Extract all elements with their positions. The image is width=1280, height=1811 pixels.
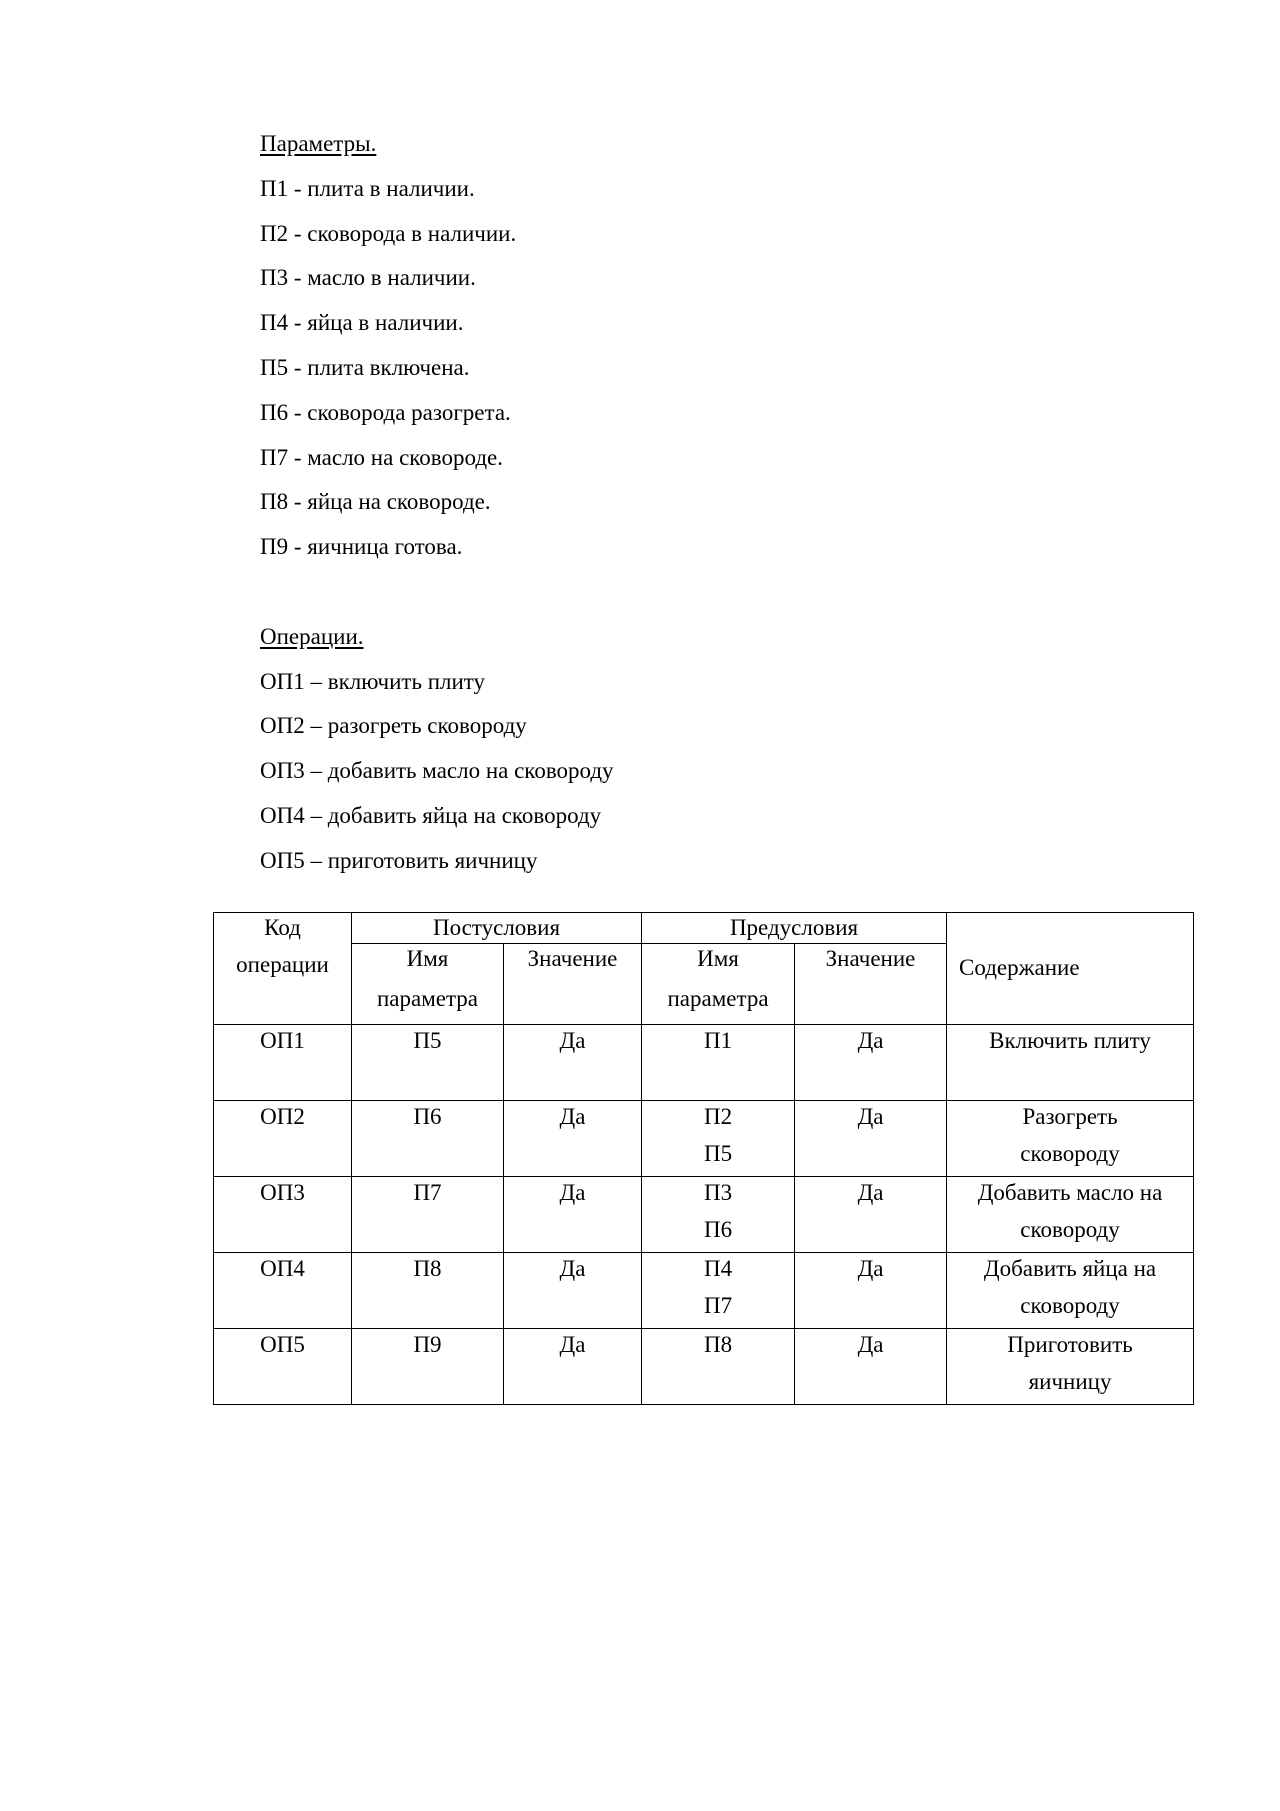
parameter-item: П2 - сковорода в наличии. — [260, 220, 517, 246]
pre-value: Да — [857, 1180, 884, 1205]
pre-params-cell — [642, 1177, 795, 1253]
content-cell — [947, 1253, 1194, 1329]
post-param: П6 — [413, 1104, 442, 1129]
pre-param: П6 — [703, 1217, 733, 1242]
pre-value: Да — [857, 1256, 884, 1281]
operation-item: ОП1 – включить плиту — [260, 668, 486, 694]
content-cell — [947, 1177, 1194, 1253]
pre-value-cell — [795, 1177, 947, 1253]
pre-params-cell — [642, 1101, 795, 1177]
parameter-item: П7 - масло на сковороде. — [260, 444, 503, 470]
pre-params-cell — [642, 1329, 795, 1405]
post-param: П5 — [413, 1028, 442, 1053]
post-value-cell — [504, 1101, 642, 1177]
pre-value-header — [795, 944, 947, 1025]
content-line: яичницу — [1028, 1369, 1112, 1394]
content-line: Добавить яйца на — [983, 1256, 1157, 1281]
pre-value-header-text: Значение — [825, 946, 916, 971]
operation-item: ОП4 – добавить яйца на сковороду — [260, 802, 602, 828]
operation-item: ОП5 – приготовить яичницу — [260, 847, 538, 873]
operation-item: ОП3 – добавить масло на сковороду — [260, 758, 614, 784]
content-header: Содержание — [947, 913, 1194, 1025]
pre-param: П4 — [703, 1256, 733, 1281]
parameter-item: П5 - плита включена. — [260, 354, 470, 380]
post-param: П9 — [413, 1332, 442, 1357]
text-block — [260, 122, 1060, 884]
pre-value: Да — [857, 1028, 884, 1053]
op-code-cell — [214, 1253, 352, 1329]
post-param-cell — [352, 1253, 504, 1329]
post-param-cell — [352, 1329, 504, 1405]
content-cell — [947, 1101, 1194, 1177]
post-param-name-header — [352, 944, 504, 1025]
pre-param: П7 — [703, 1293, 733, 1318]
parameter-item: П8 - яйца на сковороде. — [260, 489, 491, 515]
op-code-cell — [214, 1177, 352, 1253]
op-code-cell — [214, 1329, 352, 1405]
op-code: ОП4 — [260, 1256, 305, 1281]
post-value: Да — [559, 1104, 586, 1129]
post-value: Да — [559, 1180, 586, 1205]
pre-param: П2 — [703, 1104, 733, 1129]
pre-value-cell — [795, 1253, 947, 1329]
preconditions-header: Предусловия — [642, 913, 947, 944]
post-param-cell — [352, 1177, 504, 1253]
post-param-name-line2: параметра — [376, 986, 479, 1011]
pre-value-cell — [795, 1025, 947, 1101]
table-row — [214, 1177, 1194, 1253]
postconditions-header: Постусловия — [352, 913, 642, 944]
parameter-item: П4 - яйца в наличии. — [260, 310, 464, 336]
code-header-cell — [214, 913, 352, 1025]
parameter-item: П6 - сковорода разогрета. — [260, 399, 511, 425]
pre-params-cell — [642, 1253, 795, 1329]
op-code: ОП2 — [260, 1104, 305, 1129]
content-cell — [947, 1329, 1194, 1405]
pre-param: П1 — [703, 1028, 733, 1053]
post-value-header — [504, 944, 642, 1025]
code-header-line2: операции — [236, 952, 329, 977]
post-value: Да — [559, 1028, 586, 1053]
op-code-cell — [214, 1101, 352, 1177]
content-line: сковороду — [1020, 1141, 1120, 1166]
operations-heading: Операции. — [260, 623, 364, 649]
post-value: Да — [559, 1256, 586, 1281]
pre-value-cell — [795, 1329, 947, 1405]
pre-param-name-line1: Имя — [697, 946, 739, 971]
post-param-cell — [352, 1101, 504, 1177]
content-line: Приготовить — [1007, 1332, 1133, 1357]
parameter-item: П1 - плита в наличии. — [260, 175, 475, 201]
post-value-header-text: Значение — [527, 946, 618, 971]
pre-value: Да — [857, 1332, 884, 1357]
content-cell — [947, 1025, 1194, 1101]
pre-param: П8 — [703, 1332, 733, 1357]
operation-item: ОП2 – разогреть сковороду — [260, 713, 527, 739]
table-header-row — [214, 913, 1194, 944]
content-line: Включить плиту — [989, 1028, 1151, 1053]
post-value-cell — [504, 1329, 642, 1405]
content-line: Добавить масло на — [977, 1180, 1163, 1205]
op-code-cell — [214, 1025, 352, 1101]
pre-param-name-line2: параметра — [667, 986, 769, 1011]
content-line: сковороду — [1020, 1293, 1120, 1318]
post-value-cell — [504, 1025, 642, 1101]
operations-table — [213, 912, 1194, 1405]
blank-line — [260, 570, 1060, 615]
post-value: Да — [559, 1332, 586, 1357]
pre-value: Да — [857, 1104, 884, 1129]
table-row — [214, 1329, 1194, 1405]
pre-params-cell — [642, 1025, 795, 1101]
parameters-heading: Параметры. — [260, 131, 377, 156]
pre-param: П3 — [703, 1180, 733, 1205]
op-code: ОП1 — [260, 1028, 305, 1053]
operations-table-wrapper — [213, 912, 1194, 1405]
pre-param-name-header — [642, 944, 795, 1025]
post-value-cell — [504, 1177, 642, 1253]
table-row — [214, 1253, 1194, 1329]
content-line: сковороду — [1020, 1217, 1120, 1242]
table-row — [214, 1025, 1194, 1101]
parameter-item: П9 - яичница готова. — [260, 534, 463, 560]
post-param-name-line1: Имя — [406, 946, 449, 971]
code-header-line1: Код — [264, 915, 301, 940]
pre-value-cell — [795, 1101, 947, 1177]
post-param: П8 — [413, 1256, 442, 1281]
post-param-cell — [352, 1025, 504, 1101]
op-code: ОП3 — [260, 1180, 305, 1205]
post-value-cell — [504, 1253, 642, 1329]
post-param: П7 — [413, 1180, 442, 1205]
parameter-item: П3 - масло в наличии. — [260, 265, 476, 291]
table-row — [214, 1101, 1194, 1177]
op-code: ОП5 — [260, 1332, 305, 1357]
content-line: Разогреть — [1022, 1104, 1118, 1129]
pre-param: П5 — [703, 1141, 733, 1166]
